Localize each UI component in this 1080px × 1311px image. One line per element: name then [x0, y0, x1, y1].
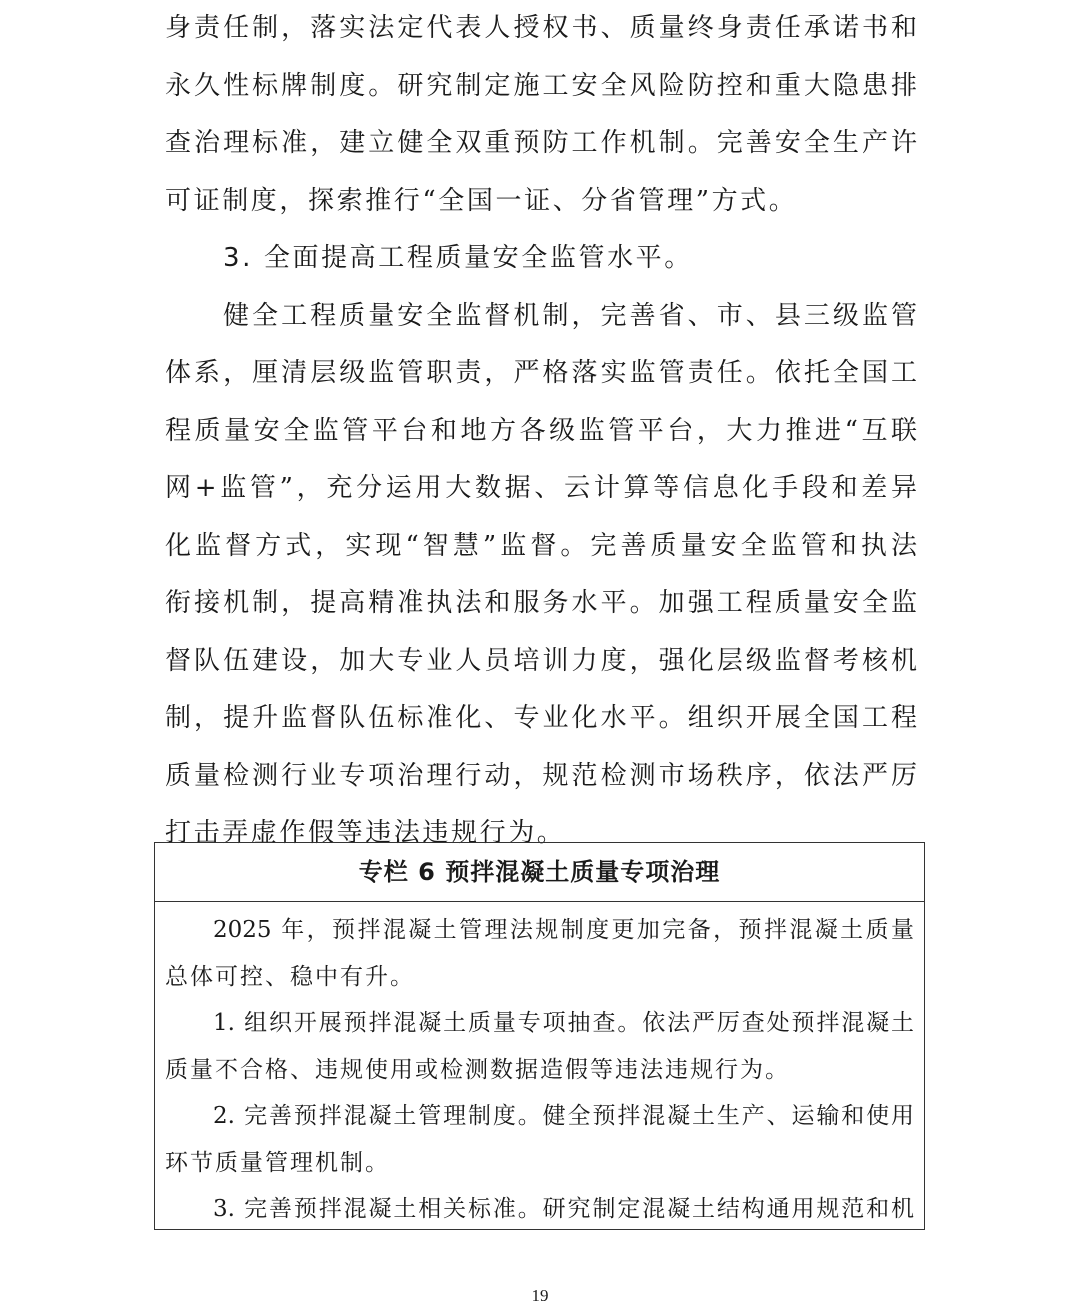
special-column-box	[154, 842, 925, 1230]
paragraph-line: 化监督方式，实现“智慧”监督。完善质量安全监管和执法	[165, 530, 917, 561]
box-line: 总体可控、稳中有升。	[165, 963, 415, 990]
paragraph-line: 制，提升监督队伍标准化、专业化水平。组织开展全国工程	[165, 703, 917, 733]
paragraph-line: 衔接机制，提高精准执法和服务水平。加强工程质量安全监	[165, 588, 917, 618]
paragraph-line: 永久性标牌制度。研究制定施工安全风险防控和重大隐患排	[165, 70, 917, 101]
body-text	[165, 0, 917, 863]
paragraph-line: 可证制度，探索推行“全国一证、分省管理”方式。	[165, 185, 798, 216]
paragraph-line: 质量检测行业专项治理行动，规范检测市场秩序，依法严厉	[165, 760, 917, 791]
paragraph-line: 体系，厘清层级监管职责，严格落实监管责任。依托全国工	[165, 358, 917, 388]
paragraph-line: 健全工程质量安全监督机制，完善省、市、县三级监管	[223, 300, 917, 331]
section-heading: 3. 全面提高工程质量安全监管水平。	[223, 243, 693, 273]
paragraph-line: 查治理标准，建立健全双重预防工作机制。完善安全生产许	[165, 128, 917, 158]
box-line: 1. 组织开展预拌混凝土质量专项抽查。依法严厉查处预拌混凝土	[213, 1010, 914, 1036]
box-line: 质量不合格、违规使用或检测数据造假等违法违规行为。	[165, 1056, 790, 1083]
box-line: 2025 年，预拌混凝土管理法规制度更加完备，预拌混凝土质量	[213, 917, 914, 943]
paragraph-line: 督队伍建设，加大专业人员培训力度，强化层级监督考核机	[165, 645, 917, 676]
box-line: 2. 完善预拌混凝土管理制度。健全预拌混凝土生产、运输和使用	[213, 1103, 914, 1129]
box-body	[155, 902, 924, 1233]
box-line: 3. 完善预拌混凝土相关标准。研究制定混凝土结构通用规范和机	[213, 1196, 914, 1222]
box-line: 环节质量管理机制。	[165, 1149, 390, 1176]
paragraph-line: 网+监管”，充分运用大数据、云计算等信息化手段和差异	[165, 473, 917, 503]
paragraph-line: 程质量安全监管平台和地方各级监管平台，大力推进“互联	[165, 415, 917, 446]
paragraph-line: 打击弄虚作假等违法违规行为。	[165, 818, 566, 848]
page-number: 19	[531, 1286, 549, 1305]
box-title: 专栏 6 预拌混凝土质量专项治理	[155, 843, 924, 902]
paragraph-line: 身责任制，落实法定代表人授权书、质量终身责任承诺书和	[165, 13, 917, 43]
